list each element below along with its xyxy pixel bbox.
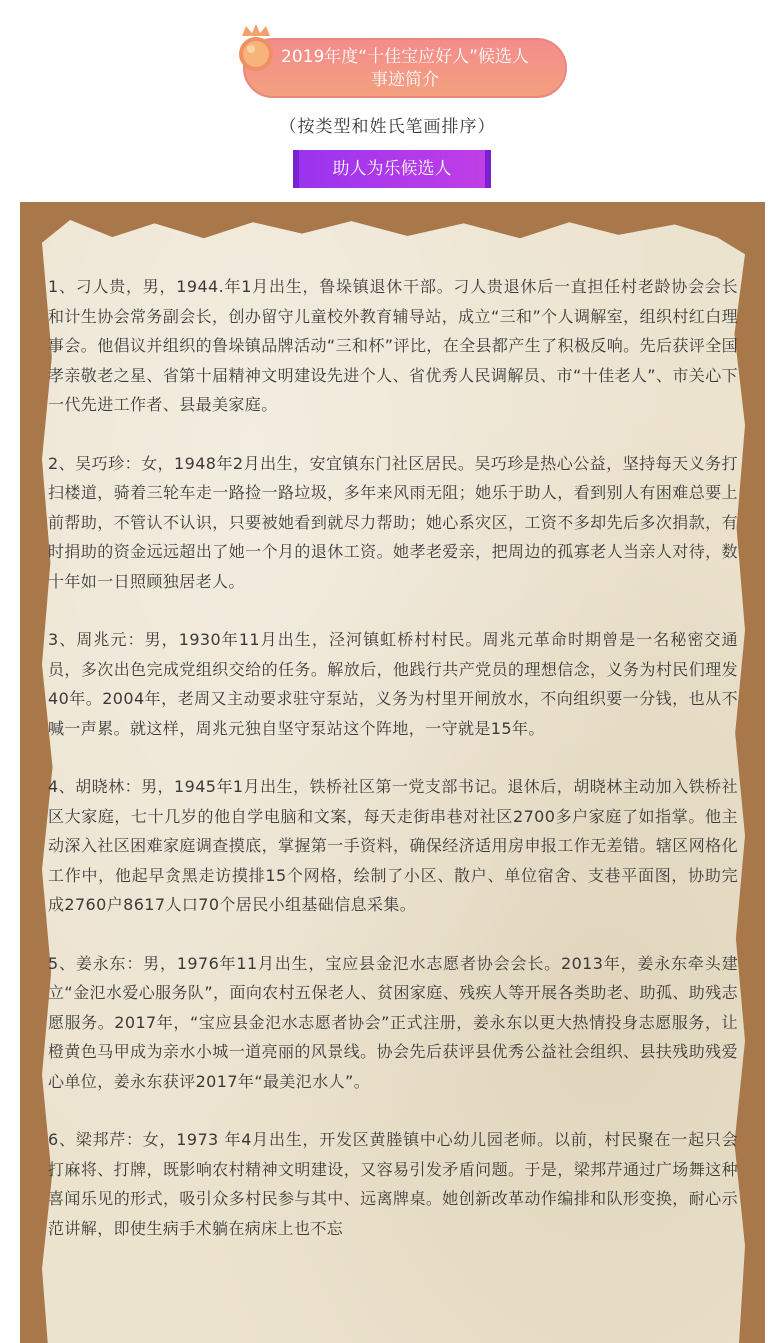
crown-icon bbox=[236, 22, 276, 74]
entry-3: 3、周兆元：男，1930年11月出生，泾河镇虹桥村村民。周兆元革命时期曾是一名秘密交通员，多次出色完成党组织交给的任务。解放后，他践行共产党员的理想信念，义务为村民们理发40年。2004年，老周又主动要求驻守泵站，义务为村里开闸放水，不向组织要一分钱，也从不喊一声累。就这样，周兆元独自坚守泵站这个阵地，一守就是15年。 bbox=[48, 630, 738, 738]
entry-2: 2、吴巧珍：女，1948年2月出生，安宜镇东门社区居民。吴巧珍是热心公益，坚持每天义务打扫楼道，骑着三轮车走一路捡一路垃圾，多年来风雨无阻；她乐于助人，看到别人有困难总要上前帮助，不管认不认识，只要被她看到就尽力帮助；她心系灾区，工资不多却先后多次捐款，有时捐助的资金远远超出了她一个月的退休工资。她孝老爱亲，把周边的孤寡老人当亲人对待，数十年如一日照顾独居老人。 bbox=[48, 453, 738, 591]
sort-note: （按类型和姓氏笔画排序） bbox=[279, 117, 496, 137]
entry-5: 5、姜永东：男，1976年11月出生，宝应县金氾水志愿者协会会长。2013年，姜永东牵头建立“金氾水爱心服务队”，面向农村五保老人、贫困家庭、残疾人等开展各类助老、助孤、助残志愿服务。2017年，“宝应县金氾水志愿者协会”正式注册，姜永东以更大热情投身志愿服务，让橙黄色马甲成为亲水小城一道亮丽的风景线。协会先后获评县优秀公益社会组织、县扶残助残爱心单位，姜永东获评2017年“最美氾水人”。 bbox=[48, 953, 738, 1091]
title-line-2: 事迹简介 bbox=[371, 70, 439, 90]
entries-list bbox=[48, 272, 738, 1272]
entry-6: 6、梁邦芹：女，1973 年4月出生，开发区黄塍镇中心幼儿园老师。以前，村民聚在一起只会打麻将、打牌，既影响农村精神文明建设，又容易引发矛盾问题。于是，梁邦芹通过广场舞这种喜闻乐见的形式，吸引众多村民参与其中、远离牌桌。她创新改革动作编排和队形变换，耐心示范讲解，即使生病手术躺在病床上也不忘 bbox=[48, 1130, 738, 1238]
entry-1: 1、刁人贵，男，1944.年1月出生，鲁垛镇退休干部。刁人贵退休后一直担任村老龄协会会长和计生协会常务副会长，创办留守儿童校外教育辅导站，成立“三和”个人调解室，组织村红白理事会。他倡议并组织的鲁垛镇品牌活动“三和杯”评比，在全县都产生了积极反响。先后获评全国孝亲敬老之星、省第十届精神文明建设先进个人、省优秀人民调解员、市“十佳老人”、市关心下一代先进工作者、县最美家庭。 bbox=[48, 277, 738, 414]
category-heading: 助人为乐候选人 bbox=[293, 150, 491, 188]
title-line-1: 2019年度“十佳宝应好人”候选人 bbox=[281, 47, 529, 67]
title-banner bbox=[243, 38, 567, 98]
header bbox=[0, 0, 775, 200]
entry-4: 4、胡晓林：男，1945年1月出生，铁桥社区第一党支部书记。退休后，胡晓林主动加入铁桥社区大家庭，七十几岁的他自学电脑和文案，每天走街串巷对社区2700多户家庭了如指掌。他主动深入社区困难家庭调查摸底，掌握第一手资料，确保经济适用房申报工作无差错。辖区网格化工作中，他起早贪黑走访摸排15个网格，绘制了小区、散户、单位宿舍、支巷平面图，协助完成2760户8617人口70个居民小组基础信息采集。 bbox=[48, 777, 738, 914]
